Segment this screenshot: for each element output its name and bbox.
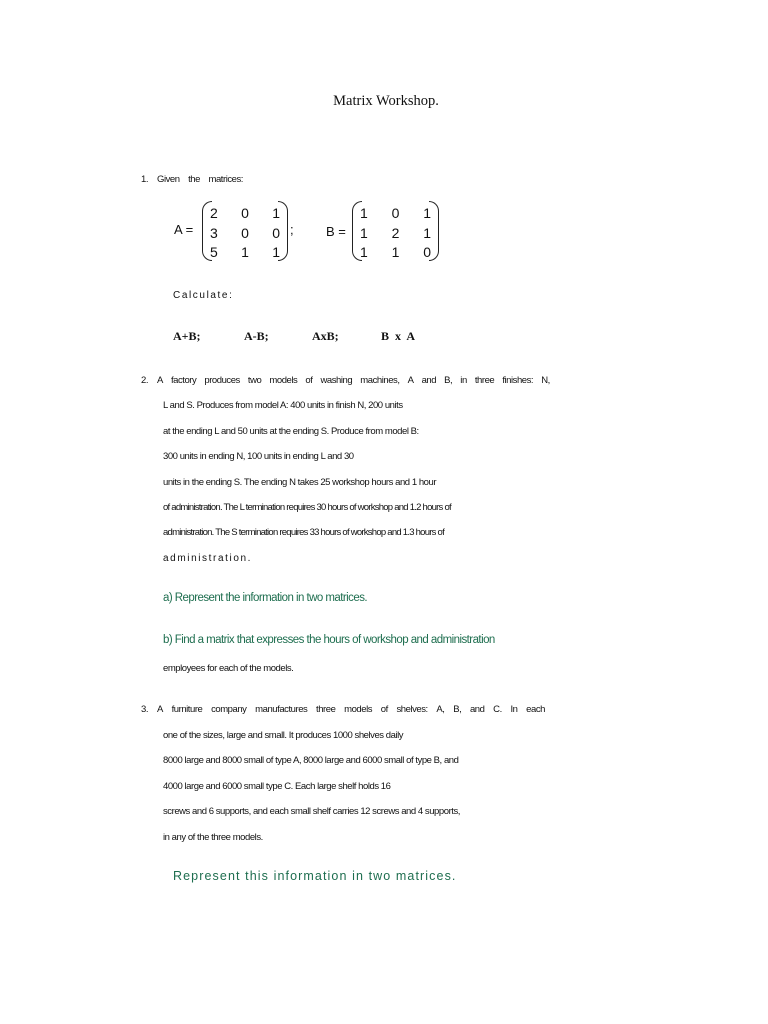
q2-word: A — [407, 375, 414, 386]
q2-word: three — [474, 375, 495, 386]
q2-word: models — [269, 375, 298, 386]
q3-word: manufactures — [255, 704, 308, 715]
operation-difference: A-B; — [244, 329, 269, 343]
q2-word: in — [460, 375, 467, 386]
matrix-b-cell: 1 — [360, 243, 368, 260]
q2-word: A — [157, 375, 163, 386]
q3-word: C. — [493, 704, 502, 715]
matrix-b-cell: 1 — [423, 224, 431, 241]
q3-word: B, — [453, 704, 462, 715]
matrix-a-cell: 0 — [241, 205, 249, 221]
matrix-b-cell: 1 — [391, 243, 400, 260]
operation-product-ab: AxB; — [312, 329, 339, 343]
q2-line: administration. The S termination requires 33 hours of workshop and 1.3 hours of — [163, 527, 444, 538]
q2-number: 2. — [141, 375, 149, 386]
q2-word: and — [421, 375, 437, 386]
matrix-a-cell: 2 — [210, 205, 218, 221]
q2-line: L and S. Produces from model A: 400 units in finish N, 200 units — [163, 400, 403, 411]
calculate-label: Calculate: — [173, 290, 234, 301]
page-title: Matrix Workshop. — [333, 93, 439, 109]
matrix-a-cell: 1 — [272, 243, 280, 260]
matrix-a-label: A = — [174, 222, 194, 237]
matrix-a-grid — [208, 203, 282, 261]
q2-part-a: a) Represent the information in two matrices. — [163, 592, 368, 604]
q3-first-line — [157, 704, 545, 715]
q2-line: at the ending L and 50 units at the ending S. Produce from model B: — [163, 426, 419, 437]
q3-word: of — [380, 704, 388, 715]
operation-sum: A+B; — [173, 329, 201, 343]
q2-word: produces — [204, 375, 240, 386]
q3-number: 3. — [141, 704, 149, 715]
q2-word: finishes: — [502, 375, 534, 386]
matrix-a-cell: 0 — [272, 224, 280, 241]
matrix-b-cell: 0 — [391, 205, 400, 221]
q3-word: A — [157, 704, 163, 715]
matrix-a-cell: 1 — [241, 243, 249, 260]
q2-word: N, — [541, 375, 550, 386]
q3-word: shelves: — [396, 704, 428, 715]
q3-word: models — [344, 704, 373, 715]
q3-word: A, — [436, 704, 445, 715]
matrix-a-cell: 0 — [241, 224, 249, 241]
q2-word: B, — [444, 375, 453, 386]
q2-first-line — [157, 375, 550, 386]
matrix-b-cell: 1 — [360, 205, 368, 221]
q3-word: and — [469, 704, 485, 715]
q3-word: each — [526, 704, 545, 715]
q3-word: furniture — [171, 704, 203, 715]
q3-line: 8000 large and 8000 small of type A, 8000 large and 6000 small of type B, and — [163, 755, 459, 766]
q2-word: factory — [170, 375, 197, 386]
matrix-b-grid — [358, 203, 433, 261]
matrix-a-right-paren — [278, 201, 288, 261]
matrix-a-cell: 1 — [272, 205, 280, 221]
q3-line: screws and 6 supports, and each small shelf carries 12 screws and 4 supports, — [163, 806, 460, 817]
matrix-a-suffix: ; — [290, 222, 294, 237]
q2-part-b: b) Find a matrix that expresses the hours of workshop and administration — [163, 634, 495, 646]
q3-line: 4000 large and 6000 small type C. Each large shelf holds 16 — [163, 781, 391, 792]
q1-word: the — [188, 174, 200, 185]
q3-word: company — [211, 704, 247, 715]
operation-product-ba: B x A — [381, 329, 416, 343]
matrix-b-label: B = — [326, 224, 346, 239]
q2-part-b-continued: employees for each of the models. — [163, 663, 294, 674]
matrix-b-right-paren — [429, 201, 439, 261]
matrix-a-cell: 5 — [210, 243, 218, 260]
q2-word: washing — [320, 375, 353, 386]
matrix-b-cell: 1 — [360, 224, 368, 241]
matrix-b-cell: 1 — [423, 205, 431, 221]
matrix-a — [202, 203, 288, 261]
q1-number: 1. — [141, 174, 149, 185]
q3-line: in any of the three models. — [163, 832, 263, 843]
q3-word: three — [316, 704, 336, 715]
q3-instruction: Represent this information in two matrices. — [173, 869, 457, 883]
q2-word: machines, — [360, 375, 400, 386]
q2-line: 300 units in ending N, 100 units in ending L and 30 — [163, 451, 354, 462]
matrix-b-cell: 2 — [391, 224, 400, 241]
matrix-b-cell: 0 — [423, 243, 431, 260]
q2-line: units in the ending S. The ending N takes 25 workshop hours and 1 hour — [163, 477, 437, 488]
q2-last-line: administration. — [163, 553, 253, 564]
q3-line: one of the sizes, large and small. It produces 1000 shelves daily — [163, 730, 404, 741]
q2-word: two — [247, 375, 262, 386]
matrix-b — [352, 203, 439, 261]
q2-line: of administration. The L termination requires 30 hours of workshop and 1.2 hours of — [163, 502, 451, 513]
q2-word: of — [305, 375, 313, 386]
q3-word: In — [510, 704, 518, 715]
q1-word: matrices: — [208, 174, 243, 185]
q1-intro — [157, 174, 243, 185]
q1-word: Given — [157, 174, 180, 185]
matrix-a-cell: 3 — [210, 224, 218, 241]
